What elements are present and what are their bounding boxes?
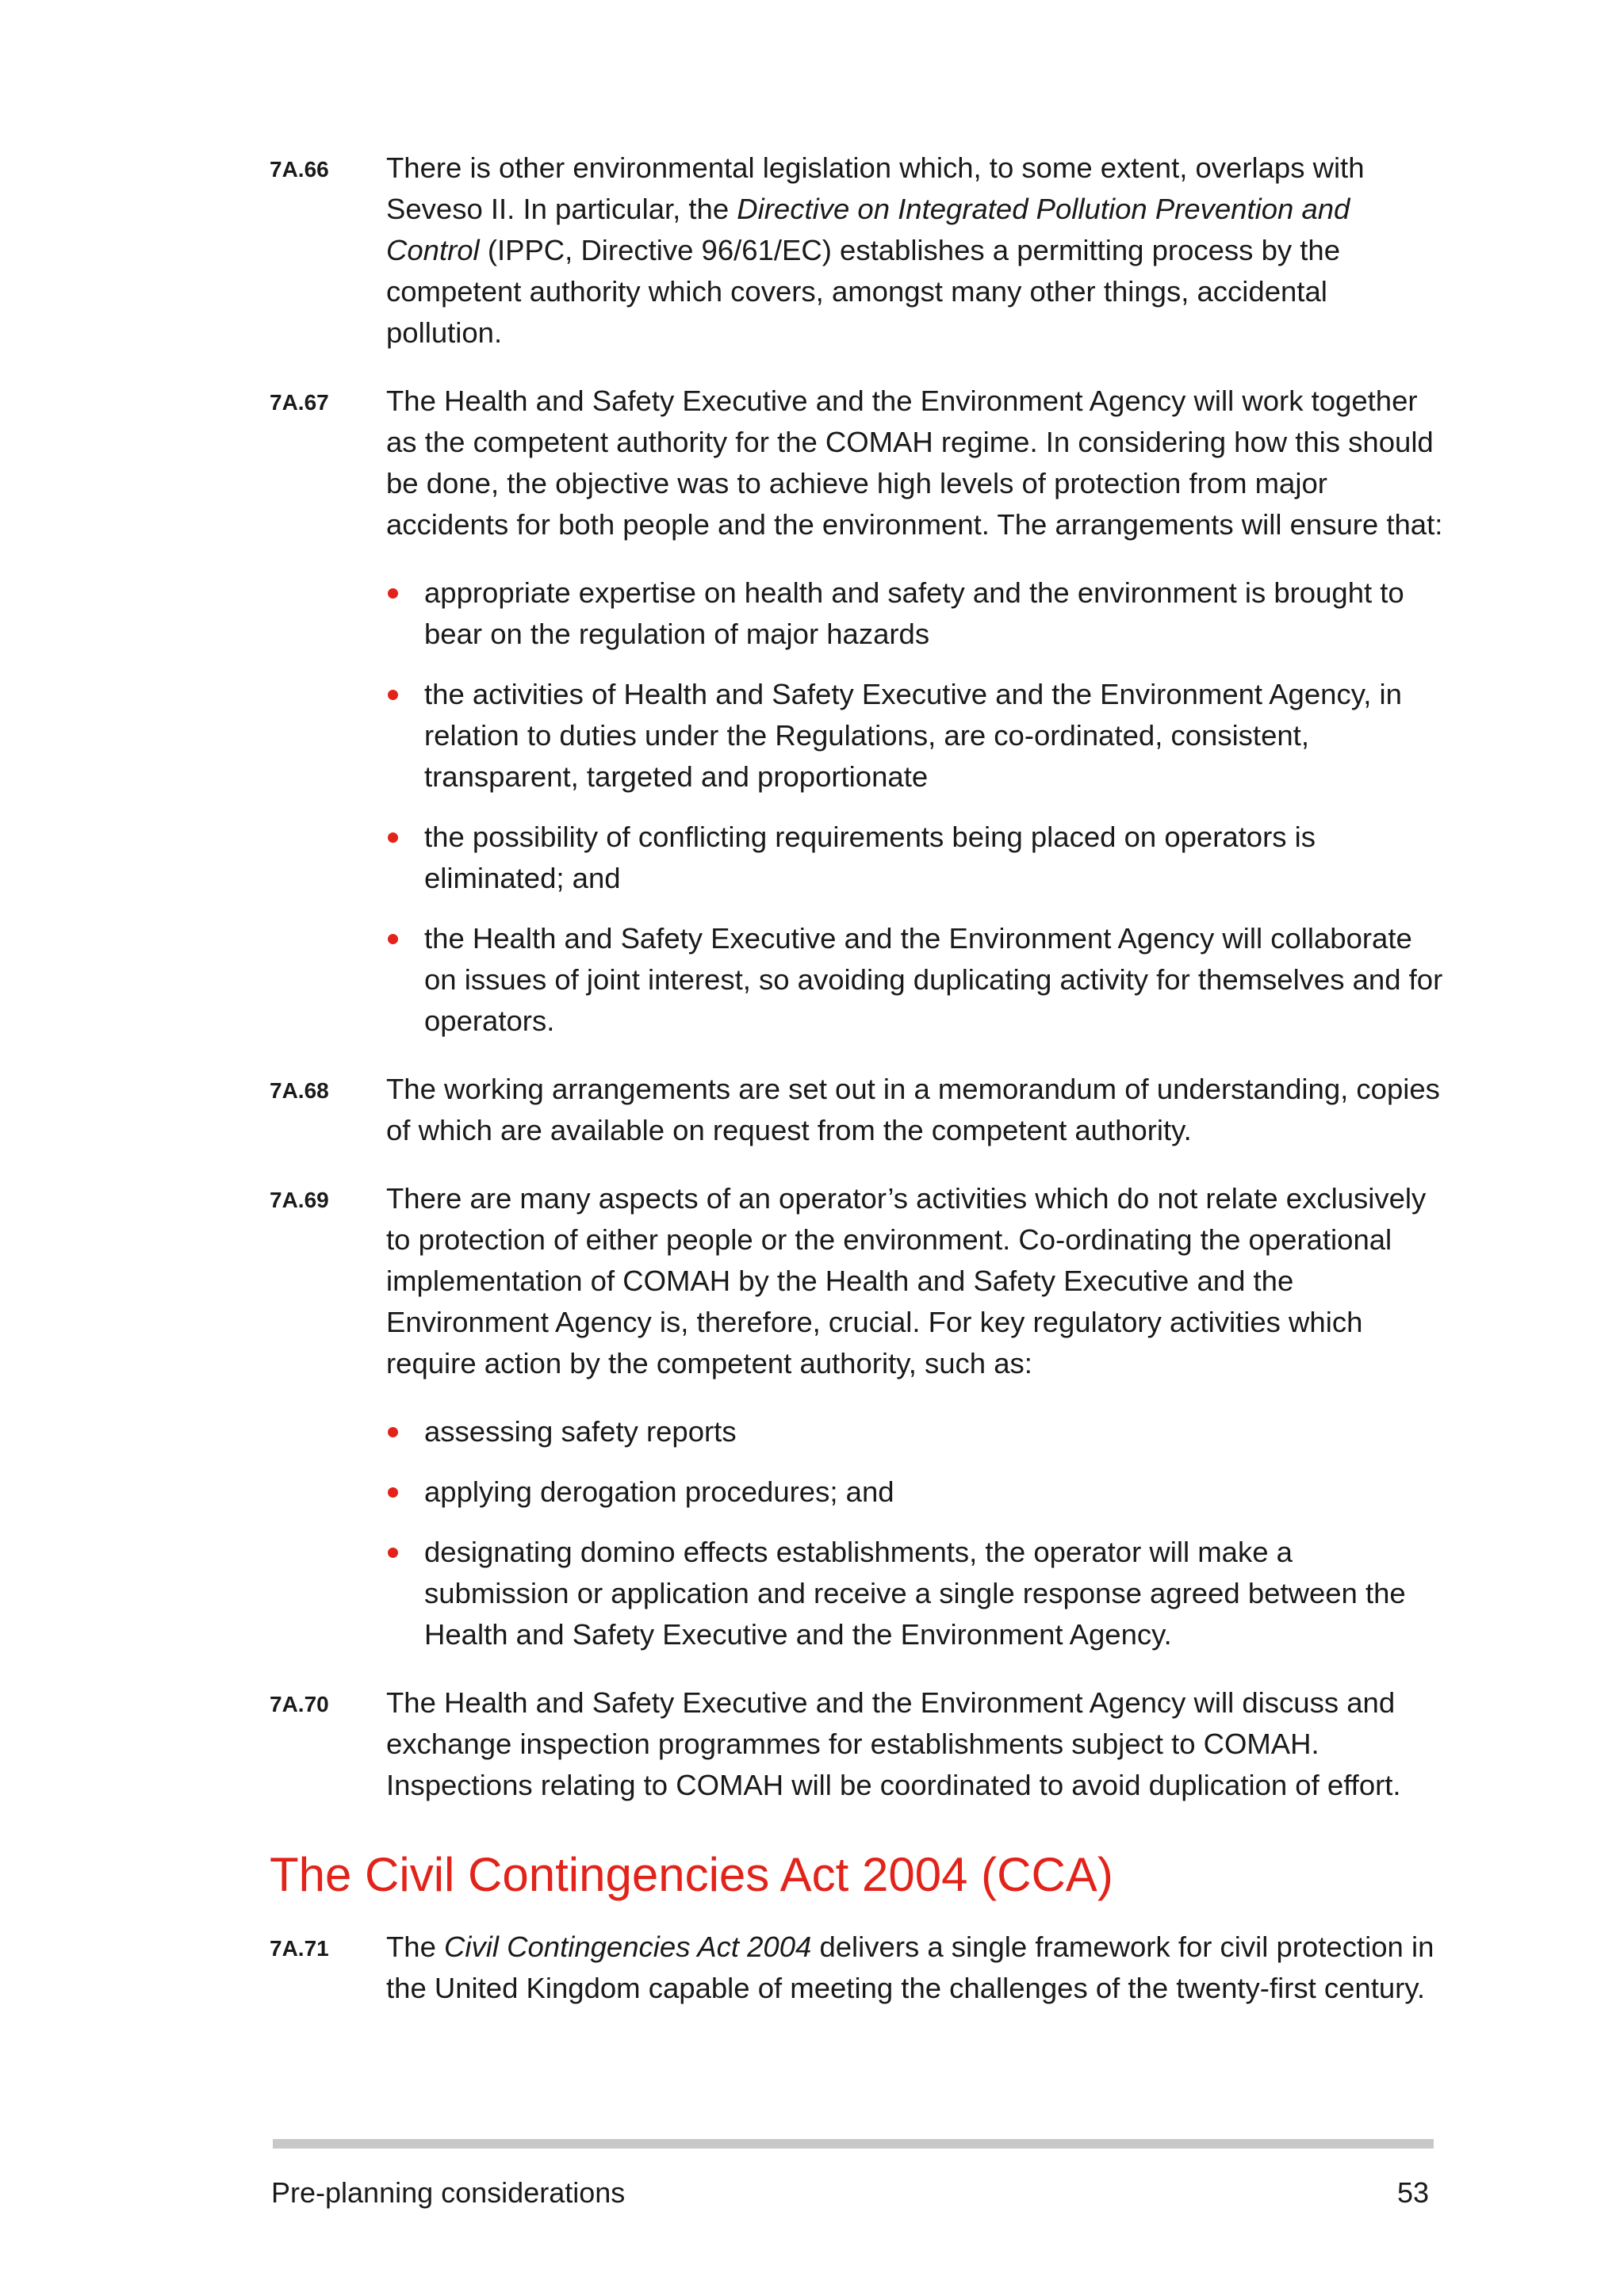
text-run: The bbox=[386, 1931, 445, 1963]
paragraph-text bbox=[386, 1927, 1443, 2009]
bullet-icon bbox=[388, 1548, 398, 1558]
bullet-icon bbox=[388, 934, 398, 944]
list-item-text: the possibility of conflicting requirements being placed on operators is eliminated; and bbox=[424, 821, 1316, 894]
bullet-icon bbox=[388, 1427, 398, 1437]
page-content bbox=[270, 147, 1443, 2036]
list-item bbox=[424, 1471, 1443, 1513]
paragraph-text: The Health and Safety Executive and the Environment Agency will discuss and exchange inspection programmes for establishments subject to COMAH. Inspections relating to COMAH will be coordinated to avoid duplication of effort. bbox=[386, 1686, 1401, 1801]
italic-title: Directive on Integrated Pollution Prevention and Control bbox=[386, 193, 1350, 266]
paragraph-7a68 bbox=[270, 1069, 1443, 1151]
text-run: There is other environmental legislation which, to some extent, overlaps with Seveso II. In particular, the bbox=[386, 151, 1365, 225]
paragraph-7a67 bbox=[270, 381, 1443, 1042]
text-run: (IPPC, Directive 96/61/EC) establishes a permitting process by the competent authority which covers, amongst many other things, accidental pollution. bbox=[386, 234, 1340, 349]
paragraph-number: 7A.71 bbox=[270, 1936, 329, 1961]
paragraph-7a66 bbox=[270, 147, 1443, 354]
text-run: delivers a single framework for civil protection in the United Kingdom capable of meeting the challenges of the twenty-first century. bbox=[386, 1931, 1434, 2004]
bullet-list bbox=[386, 572, 1443, 1042]
section-heading: The Civil Contingencies Act 2004 (CCA) bbox=[270, 1848, 1113, 1901]
list-item bbox=[424, 572, 1443, 655]
paragraph-7a69 bbox=[270, 1178, 1443, 1655]
paragraph-number: 7A.67 bbox=[270, 390, 329, 415]
list-item bbox=[424, 918, 1443, 1042]
paragraph-number: 7A.70 bbox=[270, 1692, 329, 1716]
list-item bbox=[424, 674, 1443, 798]
list-item-text: appropriate expertise on health and safety and the environment is brought to bear on the regulation of major hazards bbox=[424, 576, 1404, 650]
paragraph-text bbox=[386, 147, 1443, 354]
paragraph-text: The working arrangements are set out in a memorandum of understanding, copies of which are available on request from the competent authority. bbox=[386, 1073, 1440, 1146]
footer-section-title: Pre-planning considerations bbox=[271, 2176, 626, 2209]
bullet-icon bbox=[388, 832, 398, 843]
list-item-text: assessing safety reports bbox=[424, 1415, 737, 1448]
bullet-icon bbox=[388, 690, 398, 700]
list-item bbox=[424, 1532, 1443, 1655]
paragraph-text: The Health and Safety Executive and the Environment Agency will work together as the competent authority for the COMAH regime. In considering how this should be done, the objective was to achieve high levels of protection from major accidents for both people and the environment. The arrangements will ensure that: bbox=[386, 385, 1443, 541]
italic-title: Civil Contingencies Act 2004 bbox=[444, 1931, 812, 1963]
list-item-text: designating domino effects establishments, the operator will make a submission or application and receive a single response agreed between the Health and Safety Executive and the Environment Agency. bbox=[424, 1536, 1406, 1651]
bullet-list bbox=[386, 1411, 1443, 1655]
paragraph-number: 7A.69 bbox=[270, 1188, 329, 1212]
paragraph-number: 7A.66 bbox=[270, 157, 329, 182]
bullet-icon bbox=[388, 588, 398, 599]
list-item-text: applying derogation procedures; and bbox=[424, 1475, 894, 1508]
bullet-icon bbox=[388, 1487, 398, 1498]
paragraph-text: There are many aspects of an operator’s activities which do not relate exclusively to protection of either people or the environment. Co-ordinating the operational implementation of COMAH by the Health and Safety Executive and the Environment Agency is, therefore, crucial. For key regulatory activities which require action by the competent authority, such as: bbox=[386, 1182, 1427, 1380]
paragraph-7a71 bbox=[270, 1927, 1443, 2009]
page-number: 53 bbox=[1396, 2176, 1429, 2209]
list-item-text: the Health and Safety Executive and the Environment Agency will collaborate on issues of joint interest, so avoiding duplicating activity for themselves and for operators. bbox=[424, 922, 1443, 1037]
list-item bbox=[424, 1411, 1443, 1452]
paragraph-7a70 bbox=[270, 1682, 1443, 1806]
list-item bbox=[424, 817, 1443, 899]
footer-divider bbox=[273, 2139, 1434, 2149]
list-item-text: the activities of Health and Safety Executive and the Environment Agency, in relation to duties under the Regulations, are co-ordinated, consistent, transparent, targeted and proportionate bbox=[424, 678, 1402, 793]
paragraph-number: 7A.68 bbox=[270, 1078, 329, 1103]
